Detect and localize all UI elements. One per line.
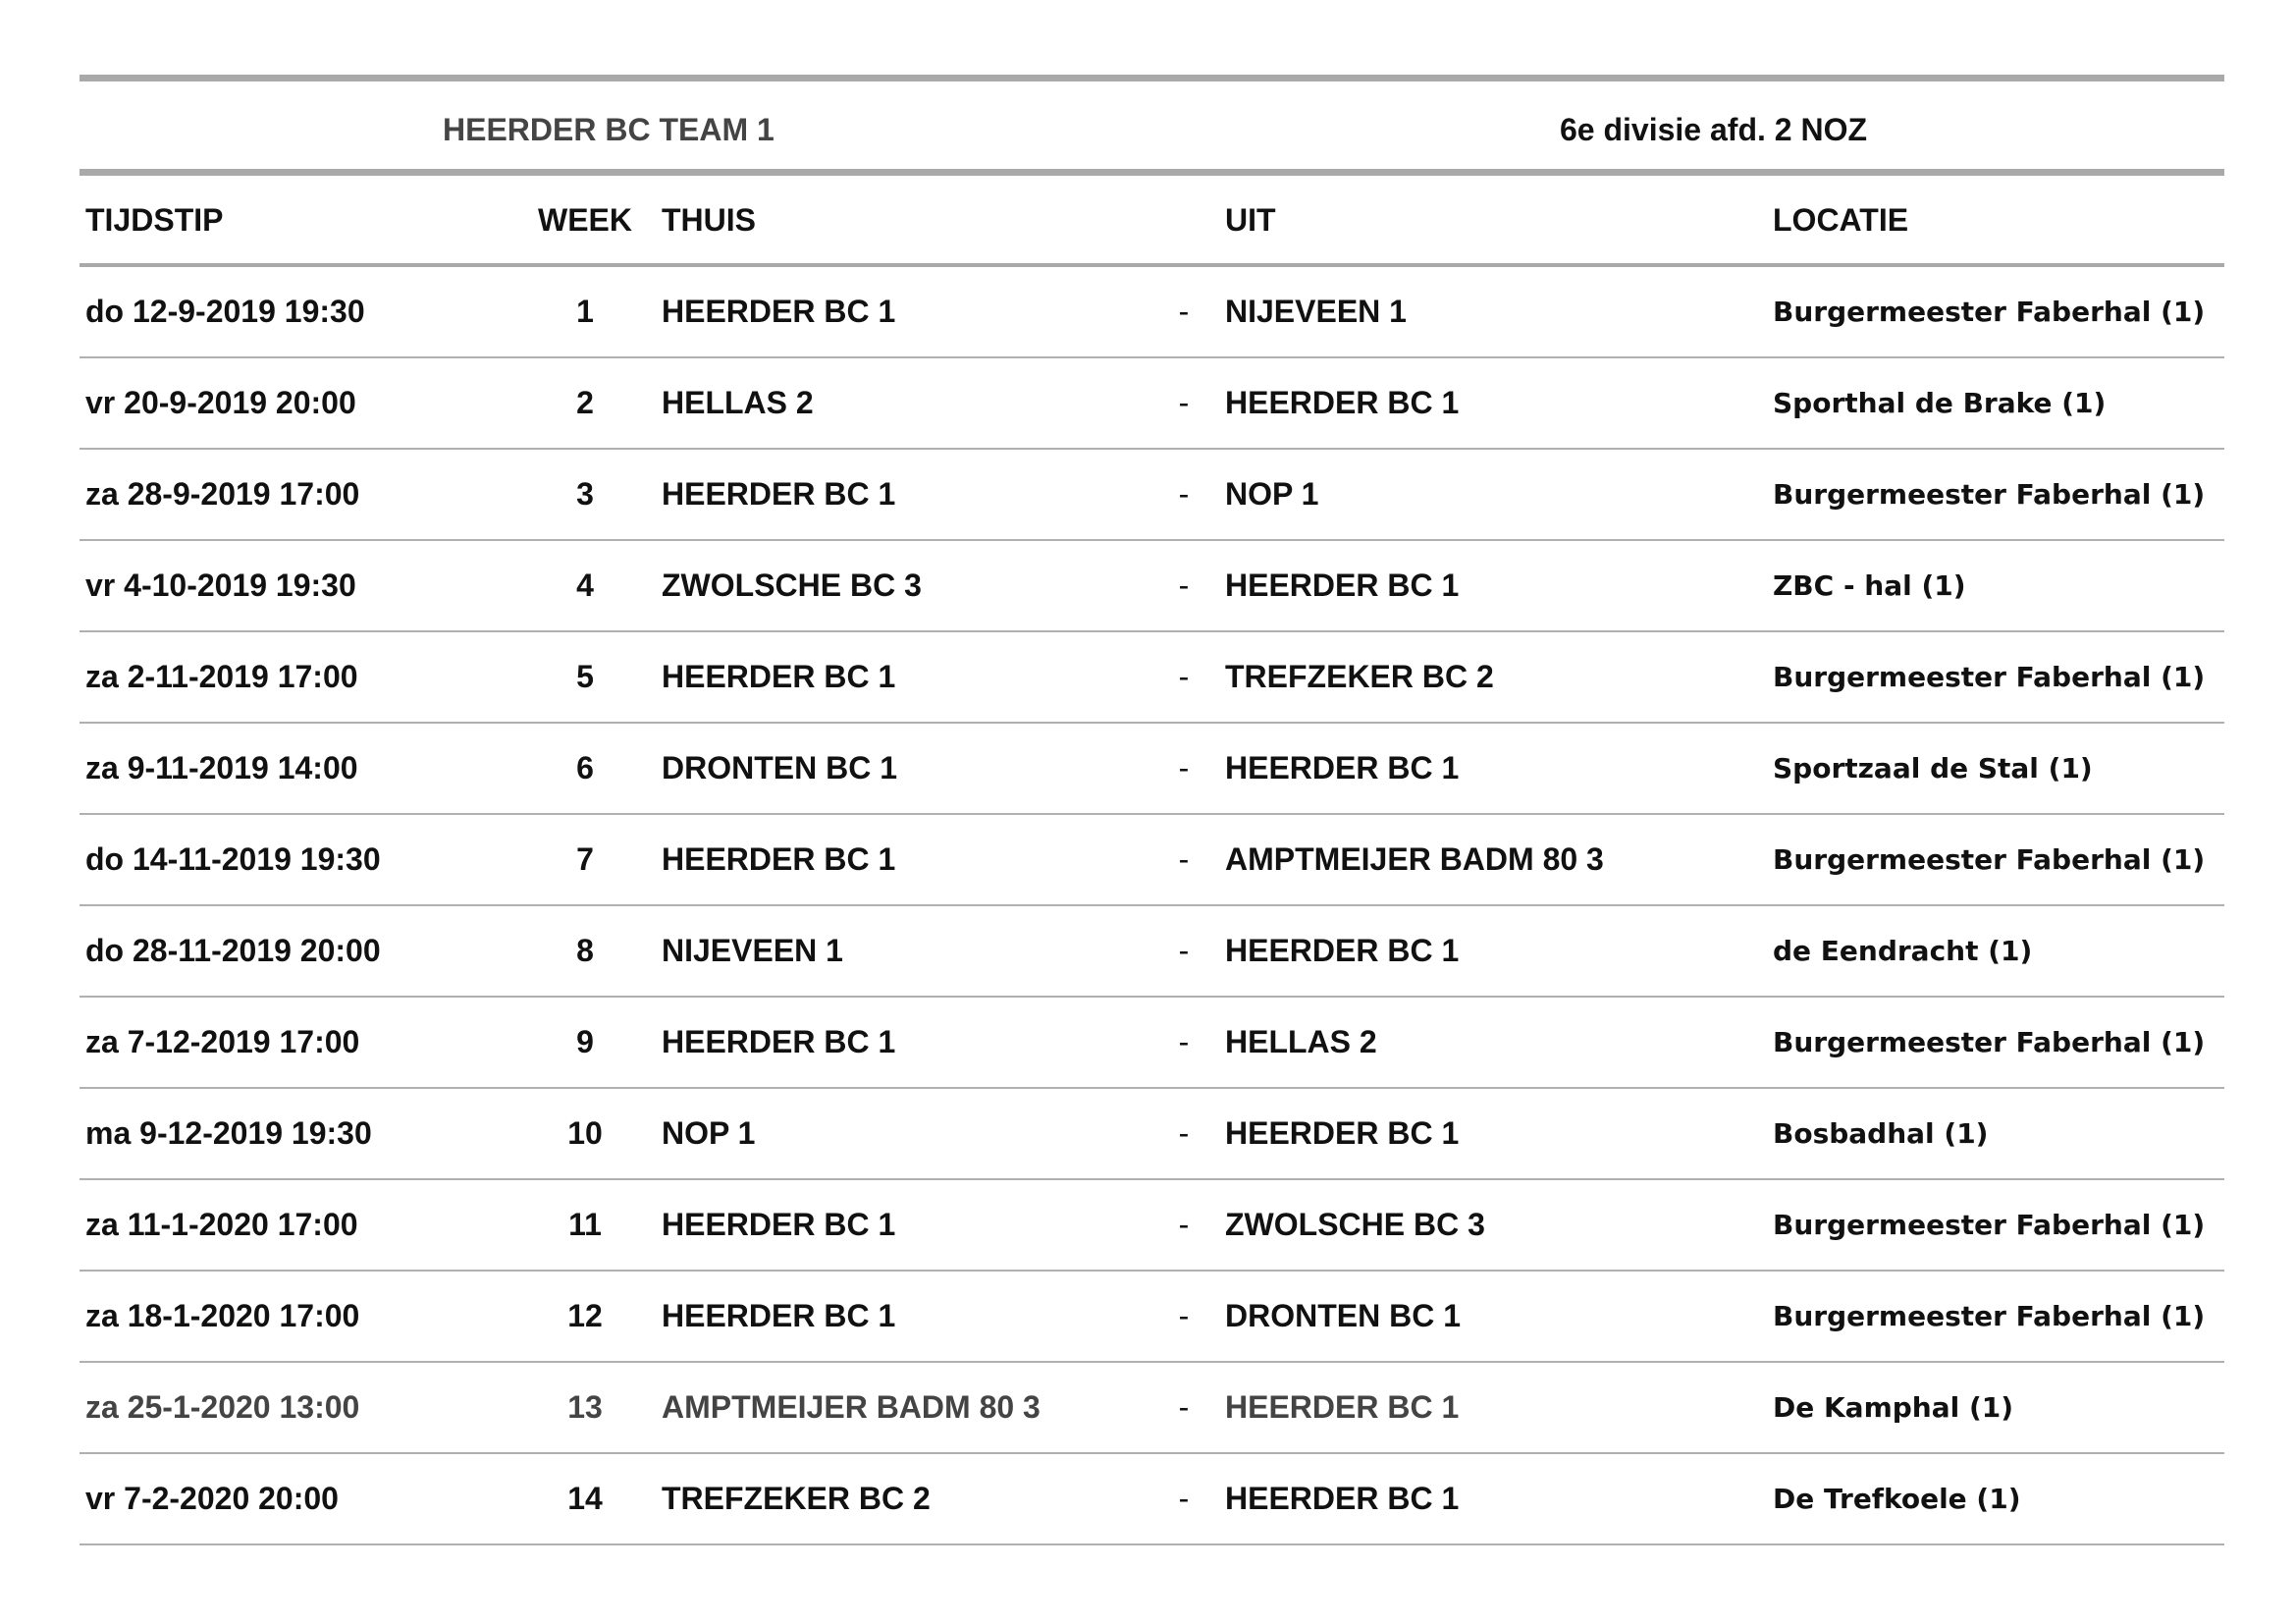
match-home-team: HEERDER BC 1	[662, 1207, 896, 1242]
match-week: 11	[568, 1207, 602, 1242]
division-name: 6e divisie afd. 2 NOZ	[1560, 112, 1867, 147]
match-away-team: HEERDER BC 1	[1225, 933, 1460, 968]
table-row	[80, 358, 2224, 450]
match-away-team: HEERDER BC 1	[1225, 385, 1460, 420]
match-separator: -	[1178, 659, 1190, 694]
match-away-team: HEERDER BC 1	[1225, 568, 1460, 603]
table-row	[80, 1089, 2224, 1180]
match-home-team: NIJEVEEN 1	[662, 933, 843, 968]
match-location: Sporthal de Brake (1)	[1773, 387, 2107, 419]
match-separator: -	[1178, 1481, 1190, 1516]
match-location: De Trefkoele (1)	[1773, 1483, 2021, 1515]
table-row	[80, 1272, 2224, 1363]
match-location: Burgermeester Faberhal (1)	[1773, 1300, 2206, 1332]
match-away-team: HEERDER BC 1	[1225, 1115, 1460, 1151]
table-row	[80, 1363, 2224, 1454]
match-separator: -	[1178, 1024, 1190, 1059]
match-away-team: DRONTEN BC 1	[1225, 1298, 1462, 1333]
match-away-team: TREFZEKER BC 2	[1225, 659, 1494, 694]
match-home-team: TREFZEKER BC 2	[662, 1481, 931, 1516]
match-location: Burgermeester Faberhal (1)	[1773, 661, 2206, 693]
column-header-row	[80, 176, 2224, 263]
match-week: 3	[576, 476, 594, 512]
match-week: 12	[567, 1298, 603, 1333]
match-week: 5	[576, 659, 594, 694]
match-location: Bosbadhal (1)	[1773, 1117, 1989, 1150]
table-row	[80, 815, 2224, 906]
title-row	[80, 81, 2224, 169]
schedule-sheet	[80, 75, 2224, 1545]
table-row	[80, 450, 2224, 541]
match-location: Burgermeester Faberhal (1)	[1773, 478, 2206, 511]
match-home-team: DRONTEN BC 1	[662, 750, 898, 785]
match-home-team: HELLAS 2	[662, 385, 814, 420]
match-time: do 28-11-2019 20:00	[85, 933, 381, 968]
match-away-team: NOP 1	[1225, 476, 1319, 512]
match-home-team: NOP 1	[662, 1115, 756, 1151]
match-week: 13	[567, 1389, 603, 1425]
match-separator: -	[1178, 1389, 1190, 1425]
match-time: za 18-1-2020 17:00	[85, 1298, 360, 1333]
match-location: Sportzaal de Stal (1)	[1773, 752, 2093, 785]
match-away-team: HEERDER BC 1	[1225, 750, 1460, 785]
table-row	[80, 906, 2224, 998]
match-away-team: ZWOLSCHE BC 3	[1225, 1207, 1485, 1242]
match-time: za 7-12-2019 17:00	[85, 1024, 360, 1059]
match-separator: -	[1178, 933, 1190, 968]
match-separator: -	[1178, 1298, 1190, 1333]
match-separator: -	[1178, 1207, 1190, 1242]
column-header-away: UIT	[1225, 202, 1276, 238]
match-time: ma 9-12-2019 19:30	[85, 1115, 372, 1151]
match-location: de Eendracht (1)	[1773, 935, 2033, 967]
top-rule	[80, 75, 2224, 81]
match-time: za 28-9-2019 17:00	[85, 476, 360, 512]
match-away-team: HEERDER BC 1	[1225, 1389, 1460, 1425]
column-header-time: TIJDSTIP	[85, 202, 224, 238]
match-time: za 2-11-2019 17:00	[85, 659, 358, 694]
match-away-team: AMPTMEIJER BADM 80 3	[1225, 841, 1604, 877]
match-home-team: AMPTMEIJER BADM 80 3	[662, 1389, 1041, 1425]
match-separator: -	[1178, 1115, 1190, 1151]
match-week: 1	[576, 294, 594, 329]
column-header-location: LOCATIE	[1773, 202, 1909, 238]
match-home-team: HEERDER BC 1	[662, 476, 896, 512]
match-home-team: HEERDER BC 1	[662, 1024, 896, 1059]
match-week: 8	[576, 933, 594, 968]
table-row	[80, 1454, 2224, 1545]
column-header-week: WEEK	[538, 202, 632, 238]
table-row	[80, 267, 2224, 358]
match-location: Burgermeester Faberhal (1)	[1773, 296, 2206, 328]
match-separator: -	[1178, 385, 1190, 420]
match-time: vr 7-2-2020 20:00	[85, 1481, 339, 1516]
table-row	[80, 724, 2224, 815]
match-away-team: HEERDER BC 1	[1225, 1481, 1460, 1516]
match-week: 10	[567, 1115, 603, 1151]
match-list	[80, 267, 2224, 1545]
match-week: 4	[576, 568, 594, 603]
match-location: Burgermeester Faberhal (1)	[1773, 843, 2206, 876]
match-home-team: HEERDER BC 1	[662, 659, 896, 694]
match-separator: -	[1178, 294, 1190, 329]
match-time: za 11-1-2020 17:00	[85, 1207, 358, 1242]
match-separator: -	[1178, 750, 1190, 785]
match-week: 14	[567, 1481, 603, 1516]
match-home-team: HEERDER BC 1	[662, 294, 896, 329]
match-time: vr 20-9-2019 20:00	[85, 385, 356, 420]
team-name: HEERDER BC TEAM 1	[443, 112, 774, 147]
match-home-team: HEERDER BC 1	[662, 841, 896, 877]
match-separator: -	[1178, 476, 1190, 512]
match-week: 6	[576, 750, 594, 785]
match-home-team: ZWOLSCHE BC 3	[662, 568, 922, 603]
table-row	[80, 998, 2224, 1089]
match-time: do 14-11-2019 19:30	[85, 841, 381, 877]
table-row	[80, 541, 2224, 632]
match-week: 9	[576, 1024, 594, 1059]
match-home-team: HEERDER BC 1	[662, 1298, 896, 1333]
match-time: do 12-9-2019 19:30	[85, 294, 365, 329]
column-header-home: THUIS	[662, 202, 756, 238]
match-week: 7	[576, 841, 594, 877]
match-location: Burgermeester Faberhal (1)	[1773, 1026, 2206, 1058]
title-rule	[80, 169, 2224, 176]
match-time: za 25-1-2020 13:00	[85, 1389, 360, 1425]
match-location: ZBC - hal (1)	[1773, 569, 1966, 602]
match-away-team: HELLAS 2	[1225, 1024, 1377, 1059]
match-separator: -	[1178, 568, 1190, 603]
match-separator: -	[1178, 841, 1190, 877]
match-location: Burgermeester Faberhal (1)	[1773, 1209, 2206, 1241]
match-away-team: NIJEVEEN 1	[1225, 294, 1407, 329]
table-row	[80, 1180, 2224, 1272]
table-row	[80, 632, 2224, 724]
match-time: vr 4-10-2019 19:30	[85, 568, 356, 603]
match-time: za 9-11-2019 14:00	[85, 750, 358, 785]
match-week: 2	[576, 385, 594, 420]
match-location: De Kamphal (1)	[1773, 1391, 2014, 1424]
